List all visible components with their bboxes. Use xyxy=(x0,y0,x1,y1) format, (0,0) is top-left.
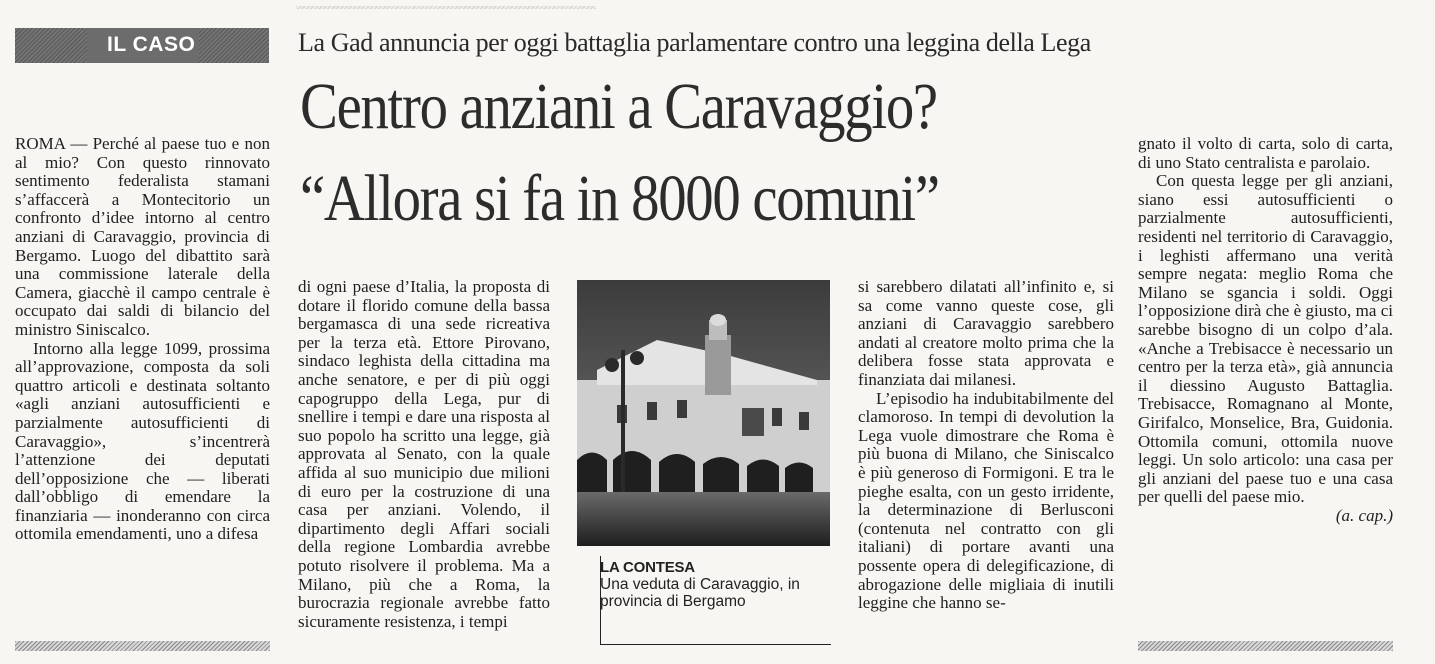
article-column-2 xyxy=(298,278,550,631)
headline-line-1: Centro anziani a Caravaggio? xyxy=(300,70,937,143)
paragraph: L’episodio ha indubitabilmente del clamoroso. In tempi di devolution la Lega vuole dimostrare che Roma è più buona di Milano, che Siniscalco è più generoso di Formigoni. E tra le pieghe esalta, con un gesto irridente, la determinazione di Berlusconi (contenuta nel contratto con gli italiani) di portare avanti una possente opera di delegificazione, di abrogazione delle migliaia di inutili leggine che hanno se- xyxy=(858,388,1114,613)
article-column-3 xyxy=(858,278,1114,613)
paragraph: di ogni paese d’Italia, la proposta di dotare il florido comune della bassa bergamasca di una sede ricreativa per la terza età. Ettore Pirovano, sindaco leghista della cittadina ma anche senatore, e per di più oggi capogruppo della Lega, pur di snellire i tempi e dare una risposta al suo popolo ha scritto una legge, già approvata al Senato, con la quale affida al suo municipio due milioni di euro per la costruzione di una casa per anziani. Volendo, il dipartimento degli Affari sociali della regione Lombardia avrebbe potuto risolvere il problema. Ma a Milano, più che a Roma, la burocrazia regionale avrebbe fatto sicuramente resistenza, i tempi xyxy=(298,277,550,631)
article-column-4 xyxy=(1138,135,1393,525)
subheadline: La Gad annuncia per oggi battaglia parlamentare contro una leggina della Lega xyxy=(298,28,1091,57)
headline-line-2: “Allora si fa in 8000 comuni” xyxy=(300,162,939,235)
caravaggio-photo xyxy=(577,280,830,546)
caption-title: LA CONTESA xyxy=(600,559,695,576)
caption-rule xyxy=(600,644,831,645)
top-rule-left xyxy=(296,6,596,9)
paragraph: si sarebbero dilatati all’infinito e, si sa come vanno queste cose, gli anziani di Caravaggio sarebbero andati al creatore molto prima che la delibera fosse stata approvata e finanziata dai milanesi. xyxy=(858,277,1114,389)
paragraph: Con questa legge per gli anziani, siano essi autosufficienti o parzialmente autosufficienti, residenti nel territorio di Caravaggio, i leghisti affermano una verità sempre negata: meglio Roma che Milano se sgancia i soldi. Oggi l’opposizione dirà che è giusto, ma ci sarebbe bisogno di un colpo d’ala. «Anche a Trebisacce è necessario un centro per la terza età», già annuncia il diessino Augusto Battaglia. Trebisacce, Romagnano al Monte, Girifalco, Monselice, Bra, Guidonia. Ottomila comuni, ottomila nuove leggi. Un solo articolo: una casa per gli anziani del paese tuo e una casa per quelli del paese mio. xyxy=(1138,171,1393,507)
section-kicker xyxy=(15,28,269,63)
bottom-rule-left xyxy=(15,641,270,651)
article-column-1 xyxy=(15,135,270,544)
kicker-hatch xyxy=(199,28,269,63)
paragraph: Intorno alla legge 1099, prossima all’approvazione, composta da soli quattro articoli e destinata soltanto «agli anziani autosufficienti e parzialmente autosufficienti di Caravaggio», s’incentrerà l’attenzione dei deputati dell’opposizione che — liberati dall’obbligo di emendare la finanziaria — inonderanno con circa ottomila emendamenti, uno a difesa xyxy=(15,338,270,544)
kicker-hatch xyxy=(15,28,87,63)
building-illustration xyxy=(577,280,830,546)
kicker-label: IL CASO xyxy=(107,33,196,56)
paragraph: gnato il volto di carta, solo di carta, di uno Stato centralista e parolaio. xyxy=(1138,134,1393,172)
bottom-rule-right xyxy=(1138,641,1393,651)
caption-text: Una veduta di Caravaggio, in provincia di Bergamo xyxy=(600,576,800,610)
paragraph: ROMA — Perché al paese tuo e non al mio? Con questo rinnovato sentimento federalista stamani s’affaccerà a Montecitorio un confronto d’idee intorno al centro anziani di Caravaggio, provincia di Bergamo. Luogo del dibattito sarà una commissione laterale della Camera, giacchè il campo centrale è occupato dai saldi di bilancio del ministro Siniscalco. xyxy=(15,134,270,339)
author-signature: (a. cap.) xyxy=(1335,505,1393,525)
photo-caption xyxy=(600,559,820,610)
